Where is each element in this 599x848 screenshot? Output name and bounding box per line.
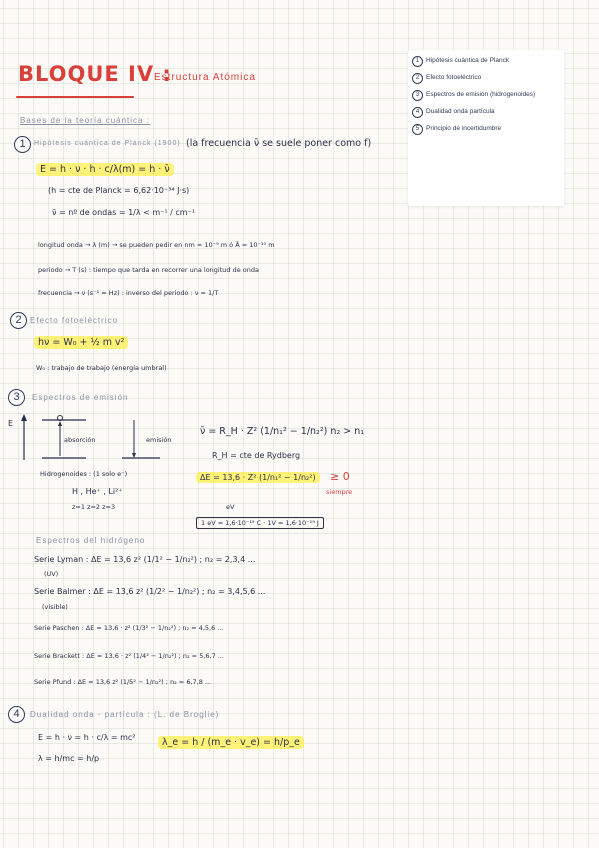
sticky-item <box>412 124 501 135</box>
section-heading-emission: Espectros de emisión <box>32 393 129 402</box>
emission-label: emisión <box>146 436 172 444</box>
energy-axis-label: E <box>8 419 14 428</box>
section-heading-bases: Bases de la teoría cuántica : <box>20 116 150 125</box>
page-title: BLOQUE IV : <box>18 62 172 86</box>
sticky-item <box>412 107 495 118</box>
section-number: 1 <box>14 136 31 153</box>
photoelectric-equation: hν = W₀ + ½ m v² <box>34 336 128 349</box>
duality-equation-wavelength: λ = h/mc = h/p <box>38 754 100 763</box>
sticky-item-label: Principio de incertidumbre <box>426 125 502 132</box>
sticky-item-number: 3 <box>412 90 423 101</box>
planck-constant: (h = cte de Planck = 6,62·10⁻³⁴ J·s) <box>48 186 190 195</box>
ev-conversion: 1 eV = 1,6·10⁻¹⁹ C · 1V = 1,6·10⁻¹⁹ J <box>196 517 324 529</box>
frequency-note: (la frecuencia ν̄ se suele poner como f) <box>186 138 372 149</box>
energy-difference-equation: ΔE = 13,6 · Z² (1/n₁² − 1/n₂²) <box>196 472 320 483</box>
sticky-note-index <box>408 50 564 206</box>
sticky-item-number: 1 <box>412 56 423 67</box>
page-subtitle: Estructura Atómica <box>154 72 256 83</box>
sign-condition: ≥ 0 <box>330 470 350 483</box>
rydberg-constant: R_H = cte de Rydberg <box>212 451 301 460</box>
section-number: 2 <box>10 312 27 329</box>
sticky-item <box>412 73 481 84</box>
section-heading-photoelectric: Efecto fotoeléctrico <box>30 316 119 325</box>
bullet-frequency: frecuencia → ν (s⁻¹ = Hz) : inverso del periodo : ν = 1/T <box>38 289 219 297</box>
sticky-item-number: 5 <box>412 124 423 135</box>
hydrogen-spectra-heading: Espectros del hidrógeno <box>36 536 146 545</box>
planck-subheading: Hipótesis cuántica de Planck (1900) <box>34 140 181 147</box>
planck-equation: E = h · ν · h · c/λ(m) = h · ν̄ <box>36 163 174 176</box>
duality-equation-energy: E = h · ν = h · c/λ = mc² <box>38 733 136 742</box>
hydrogenoid-ions: H , He⁺ , Li²⁺ <box>72 487 123 496</box>
sticky-item-label: Efecto fotoeléctrico <box>426 74 482 81</box>
sticky-item <box>412 56 509 67</box>
balmer-note: (visible) <box>42 603 68 611</box>
lyman-series: Serie Lyman : ΔE = 13,6 z² (1/1² − 1/n₂²) ; n₂ = 2,3,4 ... <box>34 555 256 564</box>
sticky-item-label: Hipótesis cuántica de Planck <box>426 57 510 64</box>
title-underline <box>16 96 134 98</box>
electron-wavelength-equation: λ_e = h / (m_e · v_e) = h/p_e <box>158 736 304 749</box>
wavenumber-definition: ν̄ = nº de ondas = 1/λ < m⁻¹ / cm⁻¹ <box>52 208 196 217</box>
bullet-period: periodo → T (s) : tiempo que tarda en recorrer una longitud de onda <box>38 266 259 274</box>
sticky-item-label: Espectros de emisión (hidrogenoides) <box>426 91 536 98</box>
paschen-series: Serie Paschen : ΔE = 13,6 · z² (1/3² − 1/n₂²) ; n₂ = 4,5,6 ... <box>34 624 224 632</box>
work-function-definition: W₀ : trabajo de trabajo (energía umbral) <box>36 364 167 372</box>
sticky-item-number: 2 <box>412 73 423 84</box>
sticky-item-number: 4 <box>412 107 423 118</box>
section-number: 4 <box>8 706 25 723</box>
section-number: 3 <box>8 389 25 406</box>
ev-unit: eV <box>226 503 235 511</box>
energy-level-diagram <box>10 412 200 464</box>
hydrogenoids-label: Hidrogenoides : (1 solo e⁻) <box>40 470 128 478</box>
lyman-note: (UV) <box>44 570 59 578</box>
absorption-label: absorción <box>64 436 96 444</box>
balmer-series: Serie Balmer : ΔE = 13,6 z² (1/2² − 1/n₂²) ; n₂ = 3,4,5,6 ... <box>34 587 266 596</box>
section-heading-duality: Dualidad onda - partícula : (L. de Broglie) <box>30 710 220 719</box>
bullet-wavelength: longitud onda → λ (m) → se pueden pedir en nm = 10⁻⁹ m ó Å = 10⁻¹⁰ m <box>38 241 275 249</box>
z-values: z=1 z=2 z=3 <box>72 503 116 511</box>
rydberg-equation: ν̄ = R_H · Z² (1/n₁² − 1/n₂²) n₂ > n₁ <box>200 426 365 437</box>
sign-condition-note: siempre <box>326 488 353 496</box>
pfund-series: Serie Pfund : ΔE = 13,6 z² (1/5² − 1/n₂²) ; n₂ = 6,7,8 ... <box>34 678 212 686</box>
brackett-series: Serie Brackett : ΔE = 13,6 · z² (1/4² − 1/n₂²) ; n₂ = 5,6,7 ... <box>34 652 224 660</box>
sticky-item <box>412 90 535 101</box>
sticky-item-label: Dualidad onda partícula <box>426 108 495 115</box>
